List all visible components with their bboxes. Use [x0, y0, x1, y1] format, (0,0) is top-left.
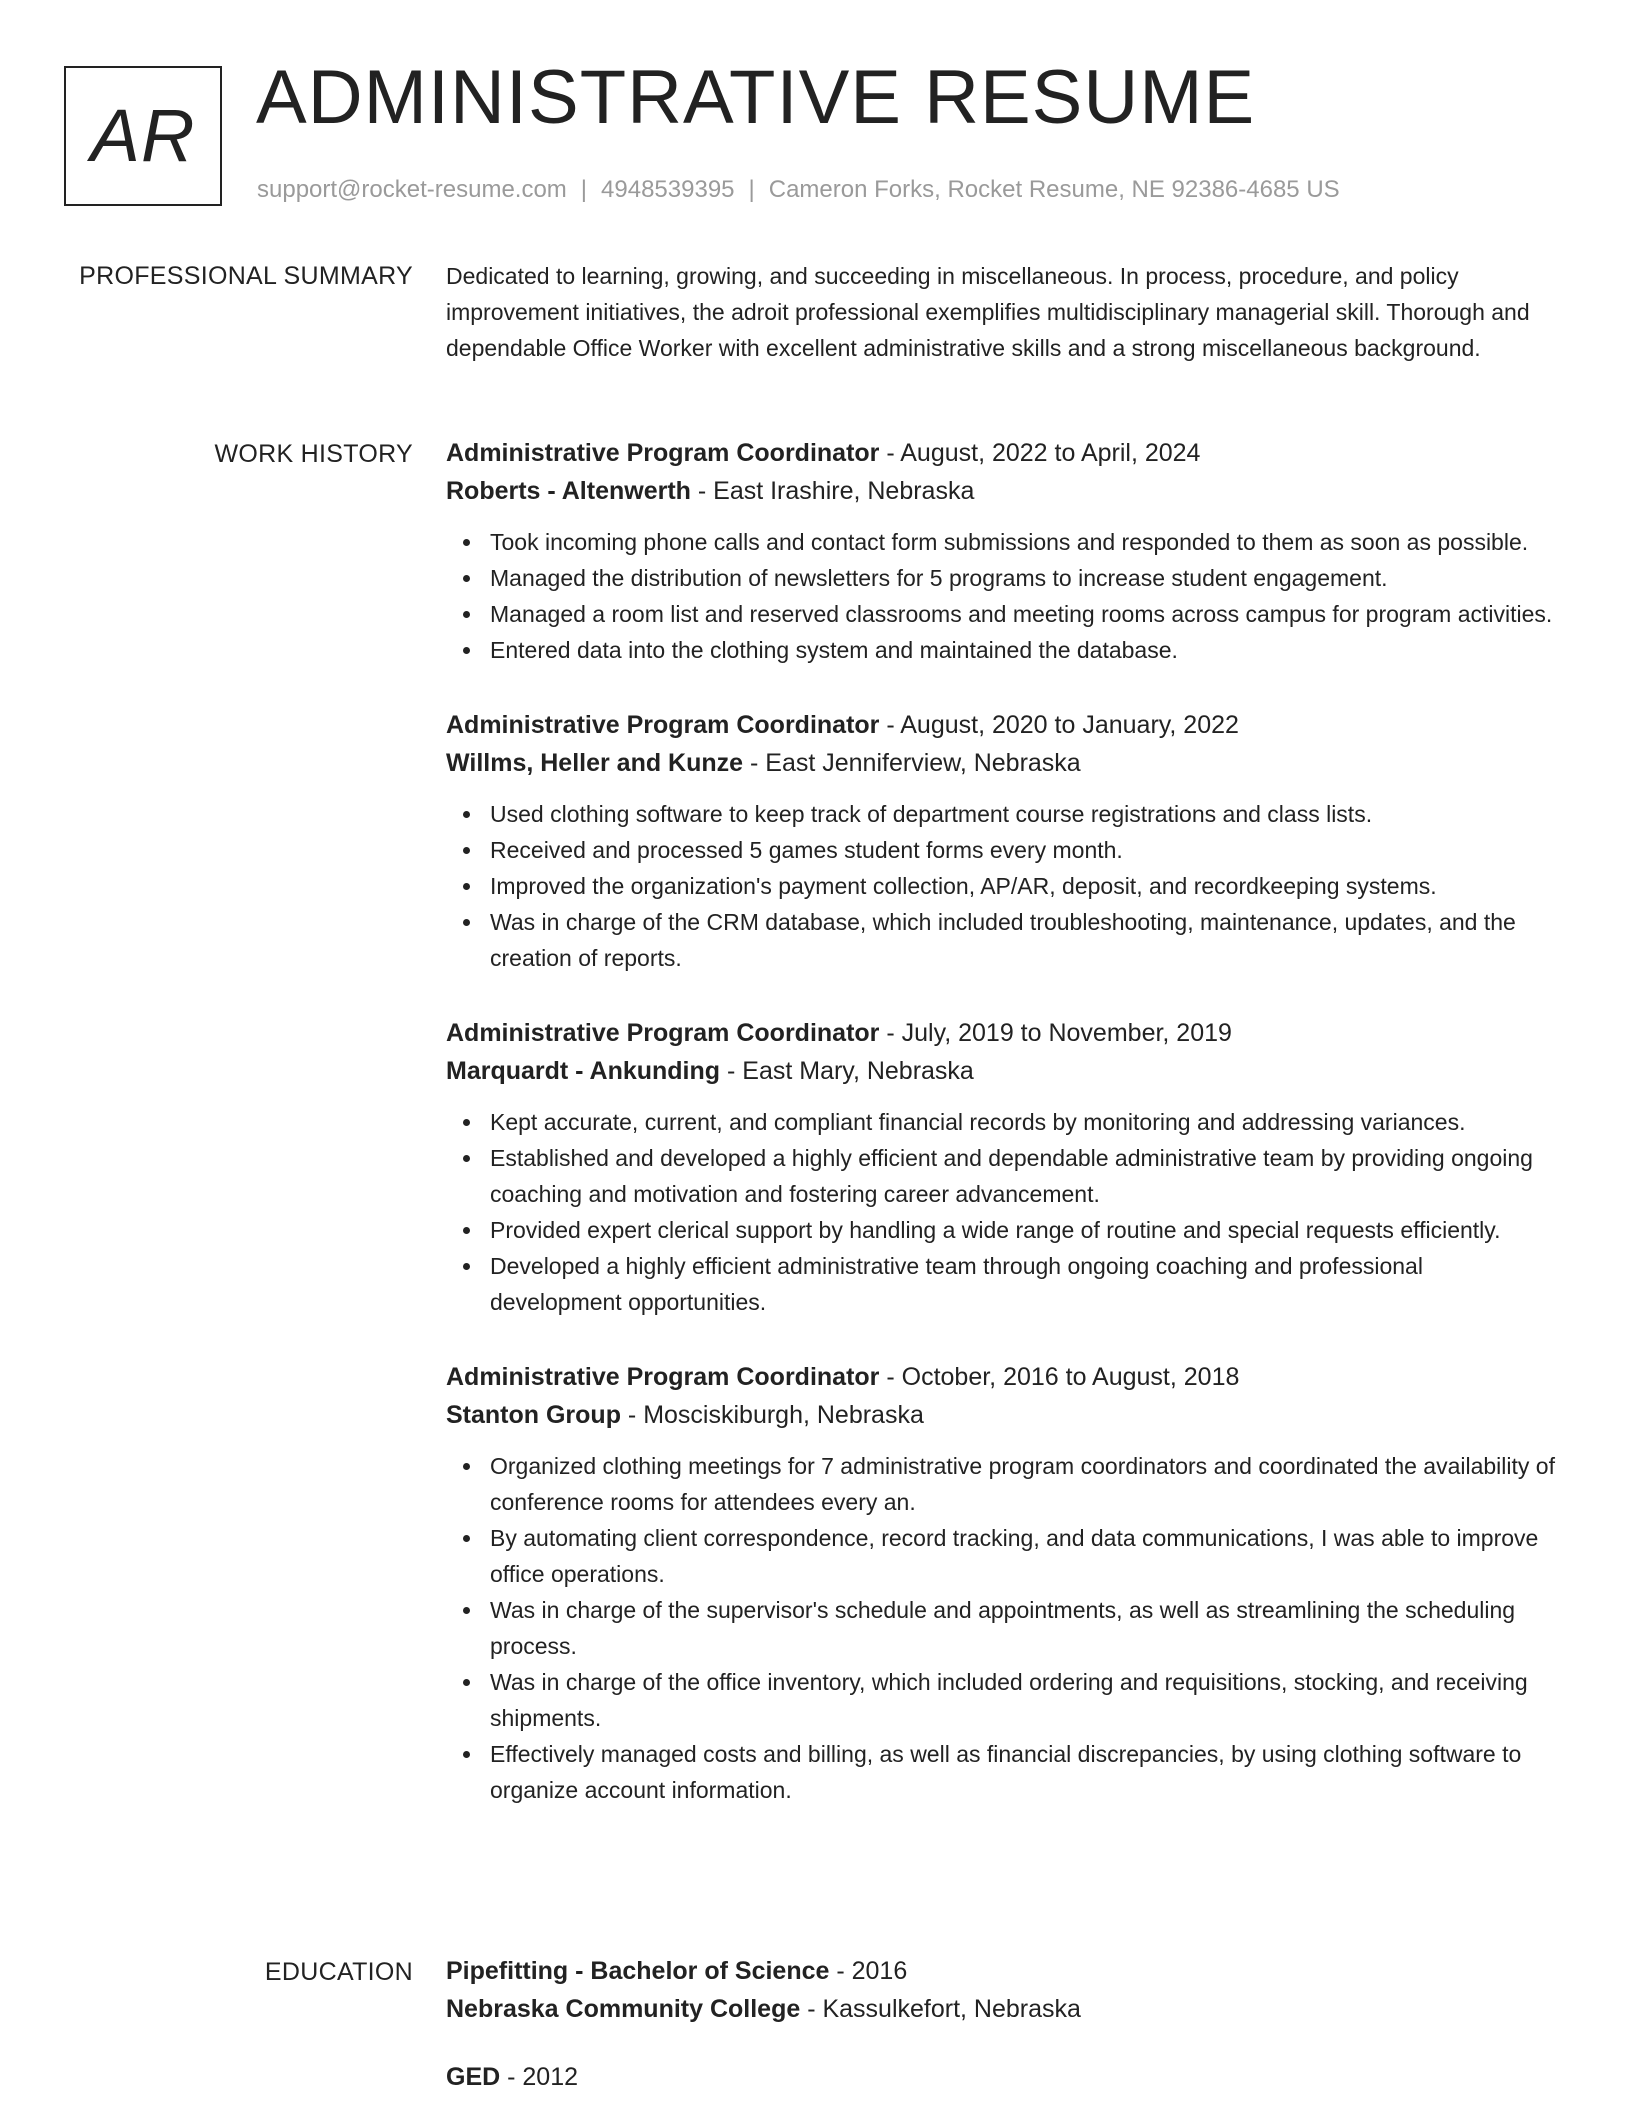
job-dates: - August, 2020 to January, 2022 — [879, 711, 1239, 739]
job-entry — [446, 1014, 1556, 1320]
job-location: - Mosciskiburgh, Nebraska — [620, 1401, 924, 1429]
job-title: Administrative Program Coordinator — [446, 711, 880, 739]
job-entry — [446, 706, 1556, 976]
job-company: Roberts - Altenwerth — [446, 477, 691, 505]
job-company: Stanton Group — [446, 1401, 621, 1429]
job-title-line — [446, 706, 1556, 744]
contact-email[interactable]: support@rocket-resume.com — [257, 176, 567, 203]
job-bullets — [446, 796, 1556, 976]
list-item: Provided expert clerical support by handling a wide range of routine and special requests efficiently. — [490, 1212, 1556, 1248]
contact-address: Cameron Forks, Rocket Resume, NE 92386-4685 US — [768, 176, 1340, 203]
job-company-line — [446, 1052, 1556, 1090]
job-company: Marquardt - Ankunding — [446, 1057, 721, 1085]
section-label-work: WORK HISTORY — [214, 440, 413, 468]
degree-name: Pipefitting - Bachelor of Science — [446, 1957, 830, 1985]
job-title-line — [446, 1014, 1556, 1052]
job-title-line — [446, 434, 1556, 472]
contact-separator: | — [580, 176, 588, 203]
list-item: Established and developed a highly efficient and dependable administrative team by providing ongoing coaching and motivation and fostering career advancement. — [490, 1140, 1556, 1212]
job-title-line — [446, 1358, 1556, 1396]
list-item: Was in charge of the office inventory, which included ordering and requisitions, stocking, and receiving shipments. — [490, 1664, 1556, 1736]
school-location: - Kassulkefort, Nebraska — [800, 1995, 1081, 2023]
list-item: Was in charge of the supervisor's schedule and appointments, as well as streamlining the scheduling process. — [490, 1592, 1556, 1664]
job-company-line — [446, 472, 1556, 510]
monogram-box — [64, 66, 222, 206]
degree-year: - 2012 — [500, 2063, 579, 2091]
degree-line — [446, 2058, 1556, 2096]
job-title: Administrative Program Coordinator — [446, 439, 880, 467]
job-dates: - July, 2019 to November, 2019 — [879, 1019, 1232, 1047]
list-item: Used clothing software to keep track of department course registrations and class lists. — [490, 796, 1556, 832]
monogram-initials: AR — [90, 94, 196, 177]
job-location: - East Irashire, Nebraska — [690, 477, 975, 505]
list-item: Developed a highly efficient administrative team through ongoing coaching and professional development opportunities. — [490, 1248, 1556, 1320]
job-title: Administrative Program Coordinator — [446, 1019, 880, 1047]
school-line — [446, 1990, 1556, 2028]
job-entry — [446, 1358, 1556, 1808]
contact-separator: | — [748, 176, 755, 203]
summary-content — [446, 258, 1556, 366]
list-item: Managed a room list and reserved classrooms and meeting rooms across campus for program activities. — [490, 596, 1556, 632]
job-entry — [446, 434, 1556, 668]
list-item: Improved the organization's payment collection, AP/AR, deposit, and recordkeeping systems. — [490, 868, 1556, 904]
job-bullets — [446, 1448, 1556, 1808]
education-entry — [446, 2058, 1556, 2096]
job-location: - East Mary, Nebraska — [720, 1057, 974, 1085]
job-company-line — [446, 1396, 1556, 1434]
list-item: Took incoming phone calls and contact form submissions and responded to them as soon as possible. — [490, 524, 1556, 560]
list-item: Kept accurate, current, and compliant financial records by monitoring and addressing variances. — [490, 1104, 1556, 1140]
job-company: Willms, Heller and Kunze — [446, 749, 744, 777]
education-content — [446, 1952, 1556, 2096]
job-title: Administrative Program Coordinator — [446, 1363, 880, 1391]
list-item: Received and processed 5 games student forms every month. — [490, 832, 1556, 868]
school-name: Nebraska Community College — [446, 1995, 801, 2023]
degree-year: - 2016 — [829, 1957, 908, 1985]
summary-text: Dedicated to learning, growing, and succeeding in miscellaneous. In process, procedure, and policy improvement initiatives, the adroit professional exemplifies multidisciplinary managerial skill. Thorough and dependable Office Worker with excellent administrative skills and a strong miscellaneous background. — [446, 263, 1530, 361]
list-item: Managed the distribution of newsletters for 5 programs to increase student engagement. — [490, 560, 1556, 596]
contact-line — [257, 174, 1340, 206]
list-item: Entered data into the clothing system and maintained the database. — [490, 632, 1556, 668]
list-item: Was in charge of the CRM database, which included troubleshooting, maintenance, updates, and the creation of reports. — [490, 904, 1556, 976]
job-bullets — [446, 1104, 1556, 1320]
section-label-education: EDUCATION — [264, 1958, 413, 1986]
resume-title: ADMINISTRATIVE RESUME — [256, 55, 1256, 140]
list-item: By automating client correspondence, record tracking, and data communications, I was able to improve office operations. — [490, 1520, 1556, 1592]
job-location: - East Jenniferview, Nebraska — [743, 749, 1081, 777]
job-company-line — [446, 744, 1556, 782]
list-item: Organized clothing meetings for 7 administrative program coordinators and coordinated the availability of conference rooms for attendees every an. — [490, 1448, 1556, 1520]
contact-phone[interactable]: 4948539395 — [601, 176, 735, 203]
job-bullets — [446, 524, 1556, 668]
degree-line — [446, 1952, 1556, 1990]
work-history-content — [446, 434, 1556, 1808]
job-dates: - August, 2022 to April, 2024 — [879, 439, 1201, 467]
list-item: Effectively managed costs and billing, as well as financial discrepancies, by using clothing software to organize account information. — [490, 1736, 1556, 1808]
job-dates: - October, 2016 to August, 2018 — [879, 1363, 1240, 1391]
section-label-summary: PROFESSIONAL SUMMARY — [79, 262, 413, 290]
degree-name: GED — [446, 2063, 501, 2091]
education-entry — [446, 1952, 1556, 2028]
